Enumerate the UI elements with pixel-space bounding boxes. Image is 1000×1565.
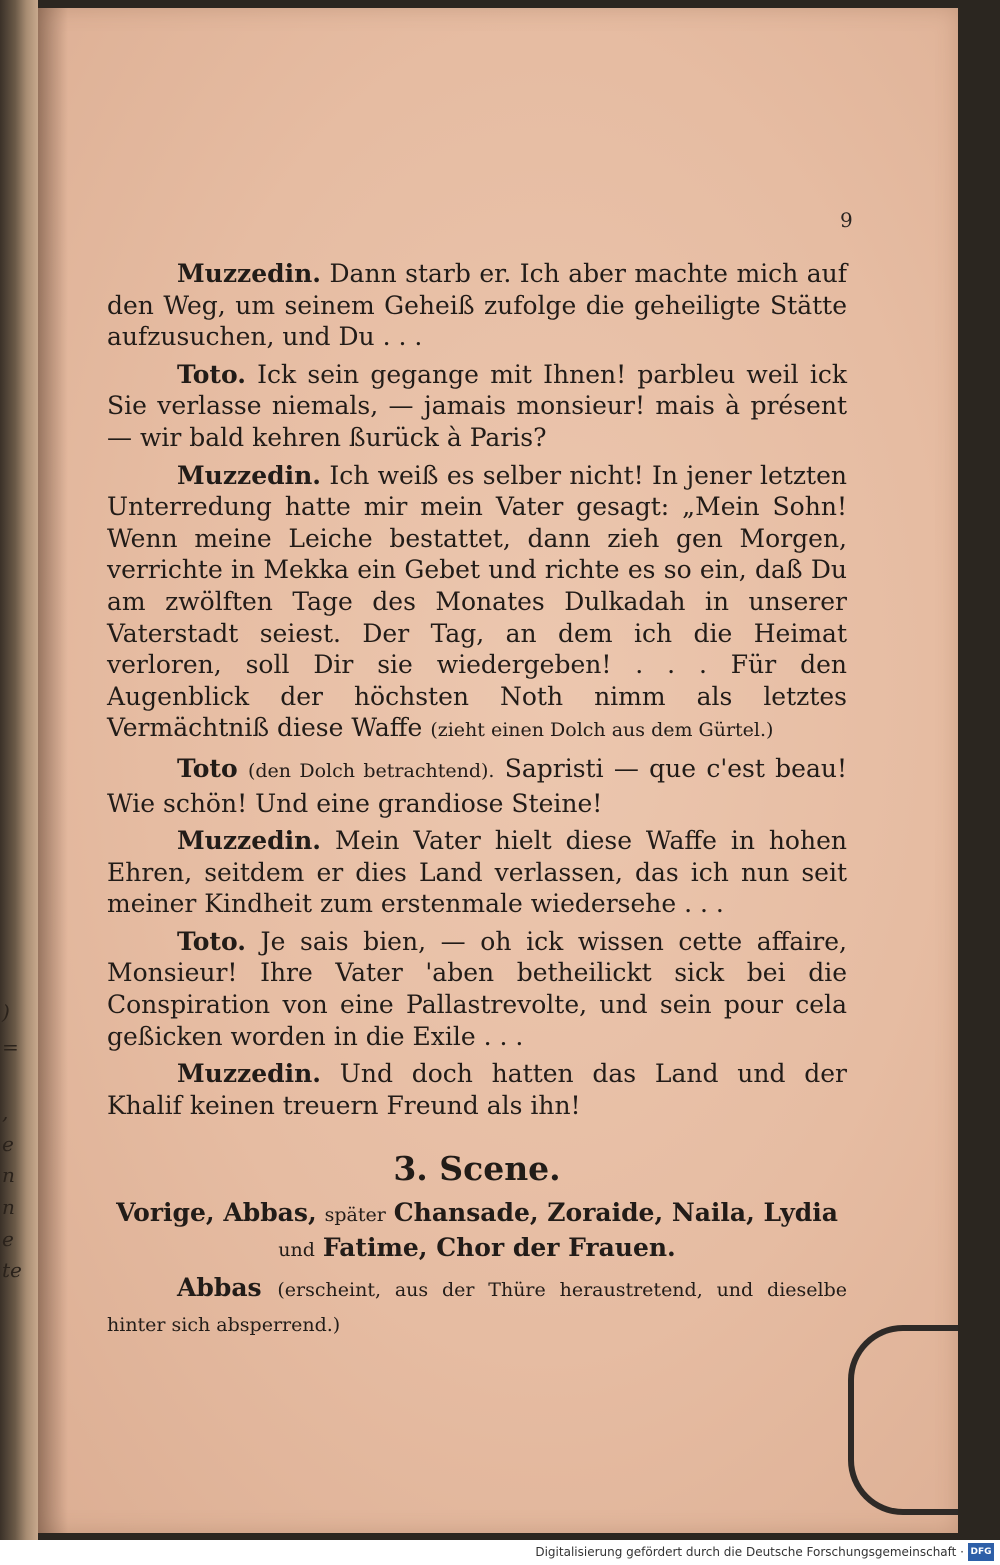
speaker-name: Muzzedin.: [177, 826, 322, 856]
stage-direction: (zieht einen Dolch aus dem Gürtel.): [430, 719, 774, 742]
cast-names: Fatime, Chor der Frauen.: [322, 1232, 676, 1262]
cast-names: Chansade, Zoraide, Naila, Lydia: [393, 1198, 838, 1228]
footer-bar: [0, 1540, 1000, 1565]
paragraph: [107, 825, 847, 920]
margin-char: e: [2, 1132, 14, 1156]
cast-connector: und: [278, 1238, 315, 1261]
scene-heading: 3. Scene.: [393, 1149, 561, 1189]
stage-direction: (den Dolch betrachtend).: [247, 759, 495, 782]
page-gutter-shadow: [38, 8, 68, 1533]
page-clip: [848, 1325, 958, 1515]
cast-names: Vorige, Abbas,: [116, 1198, 317, 1228]
speaker-name: Toto.: [177, 926, 246, 956]
margin-char: ): [2, 1000, 10, 1024]
stage-direction: (erscheint, aus der Thüre heraustretend, und dieselbe hinter sich absperrend.): [107, 1279, 848, 1336]
speaker-name: Toto: [177, 753, 238, 783]
margin-char: n: [2, 1163, 15, 1187]
cast-connector: später: [324, 1204, 386, 1227]
paragraph-text: Sapristi — que c'est beau! Wie schön! Und eine grandiose Steine!: [107, 753, 848, 818]
paragraph-text: Je sais bien, — oh ick wissen cette affaire, Monsieur! Ihre Vater 'aben betheilickt sick bei die Conspiration von eine Pallastrevolte, und sein pour cela geßicken worden in die Exile . . .: [107, 926, 848, 1051]
funding-notice: Digitalisierung gefördert durch die Deutsche Forschungsgemeinschaft ·: [535, 1545, 964, 1559]
margin-char: e: [2, 1227, 14, 1251]
margin-char: te: [2, 1258, 22, 1282]
margin-char: =: [2, 1035, 19, 1059]
margin-char: n: [2, 1195, 15, 1219]
page-number: 9: [840, 208, 853, 232]
speaker-name: Muzzedin.: [177, 259, 322, 288]
speaker-name: Muzzedin.: [177, 1059, 322, 1089]
page-body: [107, 258, 847, 1347]
paragraph: [107, 460, 847, 747]
margin-char: ,: [2, 1100, 9, 1124]
speaker-name: Abbas: [177, 1273, 262, 1303]
dfg-logo: DFG: [968, 1543, 994, 1561]
paragraph-text: Dann starb er. Ich aber machte mich auf den Weg, um seinem Geheiß zufolge die geheiligte Stätte aufzusuchen, und Du . . .: [107, 259, 847, 352]
speaker-name: Toto.: [177, 359, 246, 389]
paragraph-text: Ich weiß es selber nicht! In jener letzten Unterredung hatte mir mein Vater gesagt: „Mein Sohn! Wenn meine Leiche bestattet, dann zieh gen Morgen, verrichte in Mekka ein Gebet und richte es so ein, daß Du am zwölften Tage des Monates Dulkadah in unserer Vaterstadt seiest. Der Tag, an dem ich die Heimat verloren, soll Dir sie wiedergeben! . . . Für den Augenblick der höchsten Noth nimm als letztes Vermächtniß diese Waffe: [107, 460, 847, 743]
previous-page-edge: [0, 0, 38, 1540]
paragraph: [107, 258, 847, 353]
speaker-name: Muzzedin.: [177, 460, 322, 490]
paragraph: [107, 1058, 847, 1121]
paragraph: [107, 1272, 847, 1341]
scene-cast: [107, 1197, 847, 1266]
paragraph: [107, 926, 847, 1052]
paragraph: [107, 359, 847, 454]
paragraph-text: Ick sein gegange mit Ihnen! parbleu weil ick Sie verlasse niemals, — jamais monsieur! mais à présent — wir bald kehren ßurück à Paris?: [107, 359, 847, 452]
paragraph: [107, 753, 847, 819]
paragraph-text: Und doch hatten das Land und der Khalif keinen treuern Freund als ihn!: [107, 1059, 847, 1120]
paragraph-text: Mein Vater hielt diese Waffe in hohen Ehren, seitdem er dies Land verlassen, das ich nun seit meiner Kindheit zum erstenmale wiedersehe . . .: [107, 826, 847, 919]
